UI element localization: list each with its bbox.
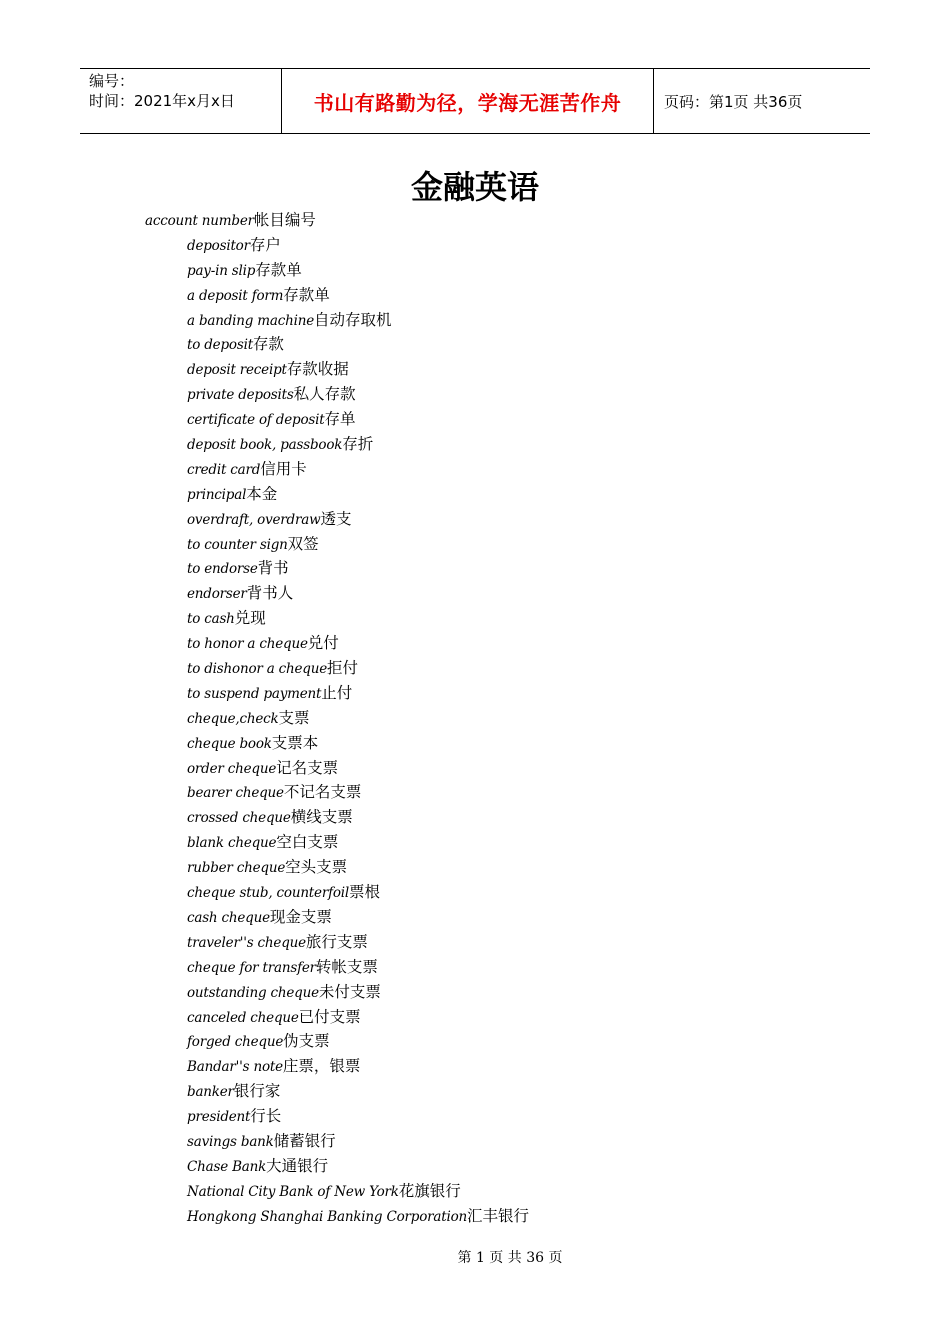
glossary-entry bbox=[0, 1129, 529, 1154]
term-english: rubber cheque bbox=[187, 860, 286, 877]
term-english: to suspend payment bbox=[187, 685, 322, 702]
header-meta bbox=[80, 69, 282, 133]
term-chinese: 止付 bbox=[321, 683, 353, 702]
term-english: Chase Bank bbox=[187, 1158, 267, 1175]
page-header bbox=[80, 68, 870, 134]
glossary-entry bbox=[0, 233, 529, 258]
glossary-entry bbox=[0, 955, 529, 980]
glossary-entry bbox=[0, 805, 529, 830]
term-english: credit card bbox=[187, 461, 261, 478]
page-footer: 第 1 页 共 36 页 bbox=[457, 1250, 563, 1266]
term-english: deposit book, passbook bbox=[187, 437, 343, 454]
term-english: traveler''s cheque bbox=[187, 934, 306, 951]
term-english: pay-in slip bbox=[187, 262, 256, 279]
term-chinese: 帐目编号 bbox=[253, 211, 316, 229]
term-english: to endorse bbox=[187, 561, 258, 578]
term-chinese: 自动存取机 bbox=[314, 310, 392, 329]
glossary-entry bbox=[0, 855, 529, 880]
term-chinese: 伪支票 bbox=[283, 1032, 330, 1051]
term-chinese: 空白支票 bbox=[276, 833, 339, 852]
term-chinese: 票根 bbox=[349, 883, 381, 902]
term-english: endorser bbox=[187, 586, 247, 603]
glossary-entry bbox=[0, 407, 529, 432]
term-chinese: 兑现 bbox=[234, 609, 266, 628]
glossary-entry bbox=[0, 258, 529, 283]
term-chinese: 存款 bbox=[252, 335, 284, 354]
term-english: deposit receipt bbox=[187, 362, 287, 379]
glossary-entry bbox=[0, 556, 529, 581]
glossary-entry bbox=[0, 1029, 529, 1054]
glossary-entry bbox=[0, 1204, 529, 1229]
number-label: 编号： bbox=[89, 72, 135, 90]
glossary-entry bbox=[0, 1179, 529, 1204]
term-chinese: 已付支票 bbox=[298, 1007, 361, 1026]
glossary-entry bbox=[0, 332, 529, 357]
term-chinese: 花旗银行 bbox=[398, 1181, 461, 1200]
term-english: private deposits bbox=[187, 387, 294, 404]
term-chinese: 支票本 bbox=[271, 733, 319, 752]
term-english: cheque,check bbox=[187, 710, 279, 727]
term-chinese: 储蓄银行 bbox=[273, 1131, 336, 1150]
term-english: savings bank bbox=[187, 1133, 274, 1150]
glossary-entry bbox=[0, 1005, 529, 1030]
term-chinese: 本金 bbox=[246, 484, 278, 503]
term-chinese: 支票 bbox=[278, 708, 310, 727]
glossary-entry bbox=[0, 780, 529, 805]
glossary-entry bbox=[0, 457, 529, 482]
term-chinese: 存单 bbox=[324, 410, 356, 429]
term-chinese: 存款单 bbox=[255, 260, 302, 279]
glossary-entry bbox=[0, 208, 529, 233]
glossary-entry bbox=[0, 308, 529, 333]
term-chinese: 银行家 bbox=[233, 1082, 281, 1101]
term-english: National City Bank of New York bbox=[187, 1183, 399, 1200]
glossary-list bbox=[0, 208, 529, 1229]
term-english: to deposit bbox=[187, 337, 253, 354]
term-chinese: 存折 bbox=[342, 435, 374, 454]
term-chinese: 行长 bbox=[250, 1107, 282, 1126]
term-english: Bandar''s note bbox=[187, 1059, 283, 1076]
term-english: a deposit form bbox=[187, 287, 284, 304]
term-english: to dishonor a cheque bbox=[187, 661, 328, 678]
term-chinese: 拒付 bbox=[327, 659, 359, 678]
term-english: canceled cheque bbox=[187, 1009, 299, 1026]
term-chinese: 大通银行 bbox=[266, 1156, 329, 1175]
glossary-entry bbox=[0, 681, 529, 706]
glossary-entry bbox=[0, 283, 529, 308]
term-chinese: 背书人 bbox=[246, 584, 294, 603]
glossary-entry bbox=[0, 581, 529, 606]
term-chinese: 横线支票 bbox=[290, 808, 353, 827]
glossary-entry bbox=[0, 880, 529, 905]
term-chinese: 私人存款 bbox=[293, 385, 356, 404]
glossary-entry bbox=[0, 507, 529, 532]
glossary-entry bbox=[0, 357, 529, 382]
glossary-entry bbox=[0, 756, 529, 781]
term-english: a banding machine bbox=[187, 312, 315, 329]
glossary-entry bbox=[0, 532, 529, 557]
term-english: to honor a cheque bbox=[187, 636, 308, 653]
term-english: to counter sign bbox=[187, 536, 288, 553]
glossary-entry bbox=[0, 656, 529, 681]
term-chinese: 透支 bbox=[320, 509, 352, 528]
term-english: Hongkong Shanghai Banking Corporation bbox=[187, 1208, 467, 1225]
glossary-entry bbox=[0, 830, 529, 855]
term-chinese: 旅行支票 bbox=[305, 932, 368, 951]
glossary-entry bbox=[0, 930, 529, 955]
term-english: overdraft, overdraw bbox=[187, 511, 321, 528]
term-chinese: 转帐支票 bbox=[315, 957, 378, 976]
header-motto: 书山有路勤为径，学海无涯苦作舟 bbox=[282, 69, 654, 133]
glossary-entry bbox=[0, 482, 529, 507]
term-chinese: 空头支票 bbox=[285, 858, 348, 877]
glossary-entry bbox=[0, 382, 529, 407]
term-chinese: 信用卡 bbox=[260, 459, 307, 478]
term-chinese: 背书 bbox=[257, 559, 289, 578]
glossary-entry bbox=[0, 631, 529, 656]
glossary-entry bbox=[0, 731, 529, 756]
term-english: cheque book bbox=[187, 735, 272, 752]
glossary-entry bbox=[0, 980, 529, 1005]
term-english: cheque stub, counterfoil bbox=[187, 885, 350, 902]
glossary-entry bbox=[0, 432, 529, 457]
term-english: bearer cheque bbox=[187, 785, 284, 802]
term-chinese: 兑付 bbox=[307, 634, 339, 653]
term-chinese: 庄票，银票 bbox=[282, 1057, 361, 1076]
term-chinese: 存款收据 bbox=[286, 360, 349, 379]
term-chinese: 双签 bbox=[287, 534, 319, 553]
term-english: blank cheque bbox=[187, 835, 277, 852]
term-english: account number bbox=[145, 213, 254, 229]
glossary-entry bbox=[0, 1154, 529, 1179]
term-english: forged cheque bbox=[187, 1034, 284, 1051]
glossary-entry bbox=[0, 1104, 529, 1129]
term-chinese: 现金支票 bbox=[269, 907, 332, 926]
term-english: to cash bbox=[187, 611, 235, 628]
term-english: crossed cheque bbox=[187, 810, 291, 827]
term-chinese: 存款单 bbox=[283, 285, 330, 304]
term-english: banker bbox=[187, 1084, 234, 1101]
term-english: cheque for transfer bbox=[187, 959, 316, 976]
term-english: cash cheque bbox=[187, 909, 270, 926]
time-label: 时间：2021年x月x日 bbox=[89, 92, 235, 110]
term-english: president bbox=[187, 1109, 251, 1126]
term-chinese: 记名支票 bbox=[276, 758, 339, 777]
term-english: order cheque bbox=[187, 760, 277, 777]
glossary-entry bbox=[0, 1079, 529, 1104]
glossary-entry bbox=[0, 706, 529, 731]
glossary-entry bbox=[0, 905, 529, 930]
term-chinese: 不记名支票 bbox=[283, 783, 362, 802]
header-page-code: 页码：第1页 共36页 bbox=[664, 92, 803, 111]
term-chinese: 存户 bbox=[249, 235, 281, 254]
term-chinese: 未付支票 bbox=[318, 982, 381, 1001]
glossary-entry bbox=[0, 606, 529, 631]
term-english: depositor bbox=[187, 237, 250, 254]
glossary-entry bbox=[0, 1054, 529, 1079]
document-title: 金融英语 bbox=[410, 168, 539, 206]
term-english: principal bbox=[187, 486, 247, 503]
term-english: certificate of deposit bbox=[187, 412, 325, 429]
term-chinese: 汇丰银行 bbox=[467, 1206, 530, 1225]
term-english: outstanding cheque bbox=[187, 984, 319, 1001]
